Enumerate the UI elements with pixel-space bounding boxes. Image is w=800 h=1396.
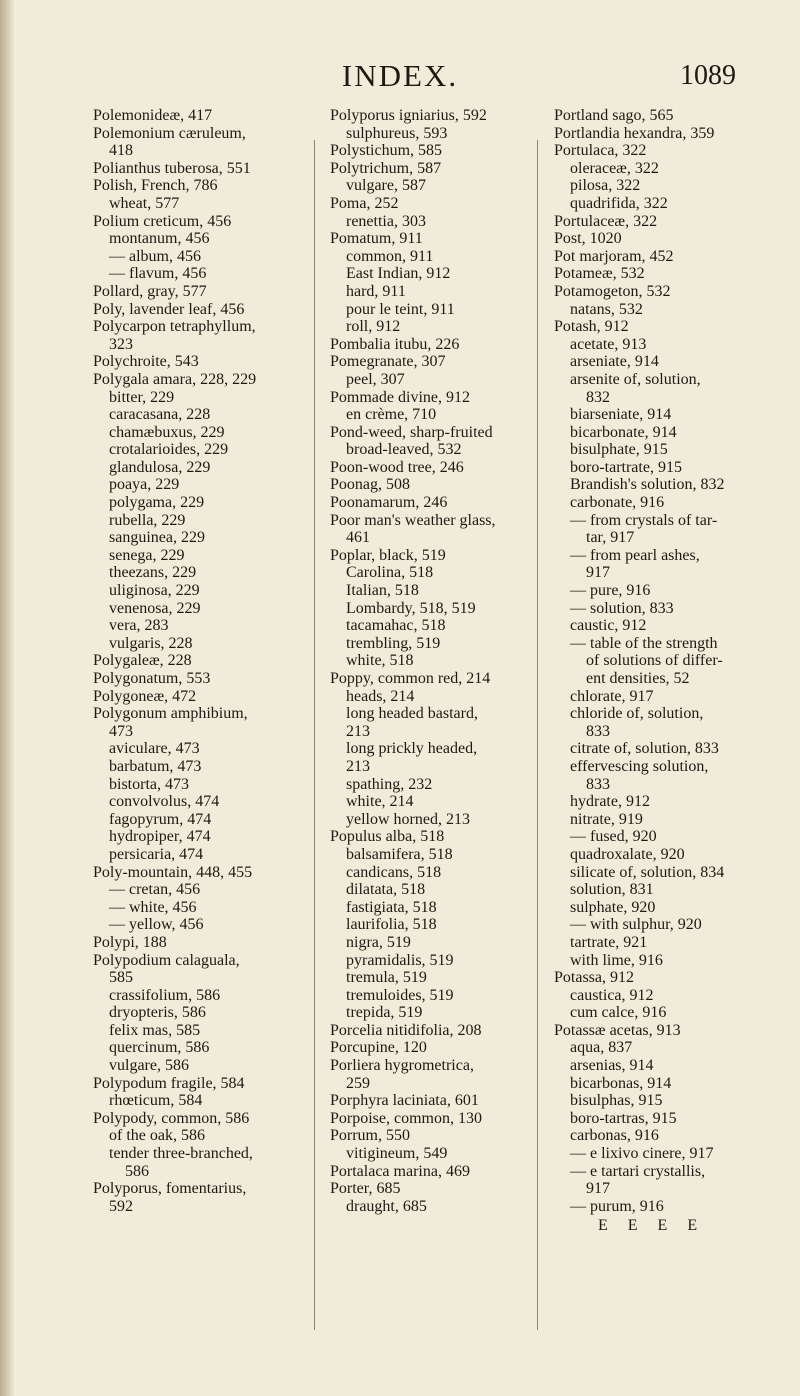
index-entry: persicaria, 474 (109, 845, 204, 863)
index-entry: — e tartari crystallis, (570, 1162, 706, 1180)
index-entry: vulgare, 586 (109, 1057, 189, 1075)
index-entry: montanum, 456 (109, 230, 210, 248)
index-entry: tacamahac, 518 (346, 617, 446, 635)
index-entry: acetate, 913 (570, 335, 647, 353)
index-entry: sanguinea, 229 (109, 529, 205, 547)
index-entry: bicarbonas, 914 (570, 1074, 672, 1092)
index-entry: carbonate, 916 (570, 494, 665, 512)
index-entry: caracasana, 228 (109, 406, 211, 424)
index-entry: Polemonideæ, 417 (93, 107, 213, 124)
index-entry: carbonas, 916 (570, 1127, 659, 1145)
index-entry: sulphureus, 593 (346, 124, 448, 142)
index-entry: aqua, 837 (570, 1039, 633, 1057)
index-entry: spathing, 232 (346, 775, 433, 793)
index-entry: chlorate, 917 (570, 687, 654, 705)
index-entry: arsenite of, solution, (570, 370, 701, 388)
index-entry: Pot marjoram, 452 (554, 247, 674, 265)
index-entry: of solutions of differ- (586, 652, 723, 670)
index-entry: Polemonium cæruleum, (93, 124, 246, 142)
index-entry: arsenias, 914 (570, 1057, 654, 1075)
index-entry: Portulaceæ, 322 (554, 212, 658, 230)
index-entry: renettia, 303 (346, 212, 426, 230)
index-entry: 418 (109, 142, 133, 160)
index-entry: Portalaca marina, 469 (330, 1162, 470, 1180)
index-entry: balsamifera, 518 (346, 845, 453, 863)
index-entry: Pomegranate, 307 (330, 353, 446, 371)
index-entry: Porpoise, common, 130 (330, 1109, 482, 1127)
index-entry: ent densities, 52 (586, 670, 690, 687)
index-entry: quadrifida, 322 (570, 194, 668, 212)
index-entry: laurifolia, 518 (346, 916, 437, 934)
index-entry: caustica, 912 (570, 986, 654, 1004)
index-entry: — solution, 833 (570, 599, 674, 617)
index-entry: cum calce, 916 (570, 1004, 667, 1022)
page-edge-shadow (0, 0, 14, 1396)
page-number: 1089 (680, 60, 736, 91)
index-entry: Populus alba, 518 (330, 828, 445, 846)
index-entry: Polygonum amphibium, (93, 705, 248, 723)
index-entry: Polypodum fragile, 584 (93, 1074, 245, 1092)
index-entry: East Indian, 912 (346, 265, 451, 283)
index-entry: Porrum, 550 (330, 1127, 410, 1145)
index-entry: of the oak, 586 (109, 1127, 205, 1145)
column-divider (314, 140, 315, 1330)
index-entry: Porcelia nitidifolia, 208 (330, 1021, 482, 1039)
index-entry: Potamogeton, 532 (554, 282, 671, 300)
index-entry: 473 (109, 722, 133, 740)
index-entry: Polyporus, fomentarius, (93, 1180, 247, 1198)
index-entry: rubella, 229 (109, 511, 186, 529)
index-entry: — album, 456 (109, 247, 201, 265)
index-entry: en crème, 710 (346, 406, 437, 424)
index-entry: long headed bastard, (346, 705, 478, 723)
index-entry: senega, 229 (109, 546, 185, 564)
index-entry: white, 518 (346, 652, 414, 670)
index-entry: 323 (109, 335, 133, 353)
index-entry: Portlandia hexandra, 359 (554, 124, 715, 142)
index-entry: tremuloides, 519 (346, 986, 454, 1004)
index-entry: tar, 917 (586, 529, 635, 547)
index-entry: solution, 831 (570, 881, 654, 899)
index-entry: biarseniate, 914 (570, 406, 672, 424)
index-entry: bicarbonate, 914 (570, 423, 677, 441)
index-entry: effervescing solution, (570, 757, 709, 775)
index-entry: broad-leaved, 532 (346, 441, 462, 459)
index-entry: silicate of, solution, 834 (570, 863, 725, 881)
index-entry: — purum, 916 (570, 1197, 664, 1215)
index-entry: 917 (586, 1180, 610, 1198)
index-entry: Potash, 912 (554, 318, 629, 336)
index-entry: — yellow, 456 (109, 916, 204, 934)
index-entry: Pomatum, 911 (330, 230, 423, 248)
index-entry: bisulphas, 915 (570, 1092, 663, 1110)
signature-mark: E E E E (598, 1217, 706, 1235)
index-column-2 (330, 107, 530, 1215)
index-column-1 (93, 107, 313, 1215)
index-entry: fastigiata, 518 (346, 898, 437, 916)
index-entry: Polygonatum, 553 (93, 670, 211, 687)
index-entry: nitrate, 919 (570, 810, 643, 828)
index-entry: quadroxalate, 920 (570, 845, 685, 863)
index-entry: Polygala amara, 228, 229 (93, 370, 257, 388)
index-entry: Polypi, 188 (93, 933, 167, 951)
page-header (0, 58, 800, 98)
index-entry: vitigineum, 549 (346, 1145, 448, 1163)
index-entry: 833 (586, 722, 610, 740)
index-entry: Polypody, common, 586 (93, 1109, 250, 1127)
index-entry: Pombalia itubu, 226 (330, 335, 460, 353)
index-entry: Portland sago, 565 (554, 107, 674, 124)
index-entry: 917 (586, 564, 610, 582)
index-entry: polygama, 229 (109, 494, 205, 512)
index-entry: Polianthus tuberosa, 551 (93, 159, 251, 177)
index-entry: bistorta, 473 (109, 775, 189, 793)
index-entry: boro-tartrate, 915 (570, 458, 682, 476)
index-entry: hard, 911 (346, 282, 406, 300)
index-entry: bisulphate, 915 (570, 441, 668, 459)
index-entry: tartrate, 921 (570, 933, 648, 951)
index-entry: Porter, 685 (330, 1180, 401, 1198)
index-entry: Pond-weed, sharp-fruited (330, 423, 493, 441)
index-entry: arseniate, 914 (570, 353, 659, 371)
index-entry: — with sulphur, 920 (570, 916, 702, 934)
index-entry: Porliera hygrometrica, (330, 1057, 474, 1075)
index-entry: vera, 283 (109, 617, 169, 635)
index-entry: oleraceæ, 322 (570, 159, 659, 177)
index-entry: Potameæ, 532 (554, 265, 645, 283)
index-entry: — from crystals of tar- (570, 511, 718, 529)
index-entry: Polytrichum, 587 (330, 159, 442, 177)
index-entry: — from pearl ashes, (570, 546, 700, 564)
index-entry: pour le teint, 911 (346, 300, 455, 318)
index-entry: barbatum, 473 (109, 757, 202, 775)
index-column-3 (554, 107, 764, 1235)
index-entry: Polycarpon tetraphyllum, (93, 318, 256, 336)
index-entry: trembling, 519 (346, 634, 441, 652)
index-entry: vulgare, 587 (346, 177, 426, 195)
index-entry: hydropiper, 474 (109, 828, 211, 846)
index-entry: trepida, 519 (346, 1004, 423, 1022)
index-entry: Poppy, common red, 214 (330, 670, 491, 687)
index-entry: Poor man's weather glass, (330, 511, 496, 529)
index-entry: Poma, 252 (330, 194, 399, 212)
index-entry: tremula, 519 (346, 969, 427, 987)
index-entry: citrate of, solution, 833 (570, 740, 719, 758)
index-entry: with lime, 916 (570, 951, 663, 969)
index-entry: Post, 1020 (554, 230, 622, 248)
index-entry: Italian, 518 (346, 582, 419, 600)
index-entry: Poonag, 508 (330, 476, 410, 494)
column-divider (537, 140, 538, 1330)
index-entry: Polychroite, 543 (93, 353, 199, 371)
index-entry: — fused, 920 (570, 828, 657, 846)
index-entry: aviculare, 473 (109, 740, 200, 758)
index-entry: 592 (109, 1197, 133, 1215)
index-entry: 833 (586, 775, 610, 793)
index-entry: nigra, 519 (346, 933, 411, 951)
index-entry: glandulosa, 229 (109, 458, 211, 476)
index-entry: draught, 685 (346, 1197, 427, 1215)
index-entry: Polium creticum, 456 (93, 212, 232, 230)
index-entry: peel, 307 (346, 370, 405, 388)
index-entry: — cretan, 456 (109, 881, 201, 899)
index-entry: Polygoneæ, 472 (93, 687, 197, 705)
index-entry: natans, 532 (570, 300, 643, 318)
index-entry: quercinum, 586 (109, 1039, 210, 1057)
index-entry: 213 (346, 757, 370, 775)
index-entry: Polish, French, 786 (93, 177, 218, 195)
index-entry: uliginosa, 229 (109, 582, 200, 600)
index-entry: Poonamarum, 246 (330, 494, 448, 512)
index-entry: — e lixivo cinere, 917 (570, 1145, 714, 1163)
index-entry: Polyporus igniarius, 592 (330, 107, 487, 124)
index-entry: Potassæ acetas, 913 (554, 1021, 681, 1039)
index-entry: Porphyra laciniata, 601 (330, 1092, 479, 1110)
index-entry: dryopteris, 586 (109, 1004, 206, 1022)
index-entry: chamæbuxus, 229 (109, 423, 225, 441)
index-entry: hydrate, 912 (570, 793, 650, 811)
index-entry: Brandish's solution, 832 (570, 476, 725, 494)
index-entry: Lombardy, 518, 519 (346, 599, 476, 617)
index-entry: Polygaleæ, 228 (93, 652, 192, 670)
index-entry: Polystichum, 585 (330, 142, 443, 160)
index-entry: 832 (586, 388, 610, 406)
index-entry: Potassa, 912 (554, 969, 634, 987)
index-entry: Portulaca, 322 (554, 142, 647, 160)
index-entry: rhœticum, 584 (109, 1092, 203, 1110)
index-entry: bitter, 229 (109, 388, 175, 406)
index-entry: venenosa, 229 (109, 599, 201, 617)
index-entry: caustic, 912 (570, 617, 647, 635)
index-entry: 461 (346, 529, 370, 547)
index-entry: Poon-wood tree, 246 (330, 458, 464, 476)
index-entry: heads, 214 (346, 687, 415, 705)
index-entry: candicans, 518 (346, 863, 442, 881)
index-entry: 213 (346, 722, 370, 740)
index-entry: chloride of, solution, (570, 705, 704, 723)
index-entry: crotalarioides, 229 (109, 441, 229, 459)
index-entry: Polypodium calaguala, (93, 951, 240, 969)
index-entry: — pure, 916 (570, 582, 651, 600)
index-entry: fagopyrum, 474 (109, 810, 212, 828)
index-entry: Porcupine, 120 (330, 1039, 427, 1057)
index-entry: sulphate, 920 (570, 898, 656, 916)
index-entry: long prickly headed, (346, 740, 478, 758)
index-entry: yellow horned, 213 (346, 810, 470, 828)
index-entry: white, 214 (346, 793, 414, 811)
index-entry: Pollard, gray, 577 (93, 282, 207, 300)
index-entry: wheat, 577 (109, 194, 180, 212)
index-entry: felix mas, 585 (109, 1021, 201, 1039)
index-entry: — flavum, 456 (109, 265, 207, 283)
index-entry: tender three-branched, (109, 1145, 253, 1163)
index-entry: roll, 912 (346, 318, 401, 336)
index-entry: pyramidalis, 519 (346, 951, 454, 969)
index-entry: vulgaris, 228 (109, 634, 193, 652)
index-entry: Poplar, black, 519 (330, 546, 446, 564)
index-entry: Poly, lavender leaf, 456 (93, 300, 245, 318)
index-entry: 259 (346, 1074, 370, 1092)
page-title: INDEX. (341, 58, 459, 93)
index-entry: — table of the strength (570, 634, 718, 652)
index-entry: Pommade divine, 912 (330, 388, 470, 406)
index-entry: common, 911 (346, 247, 434, 265)
index-entry: poaya, 229 (109, 476, 180, 494)
index-entry: Carolina, 518 (346, 564, 434, 582)
index-entry: crassifolium, 586 (109, 986, 221, 1004)
index-entry: 586 (125, 1162, 149, 1180)
index-entry: boro-tartras, 915 (570, 1109, 677, 1127)
index-entry: theezans, 229 (109, 564, 197, 582)
index-entry: 585 (109, 969, 133, 987)
index-entry: — white, 456 (109, 898, 197, 916)
index-entry: pilosa, 322 (570, 177, 641, 195)
index-entry: dilatata, 518 (346, 881, 426, 899)
index-entry: convolvolus, 474 (109, 793, 220, 811)
index-entry: Poly-mountain, 448, 455 (93, 863, 253, 881)
